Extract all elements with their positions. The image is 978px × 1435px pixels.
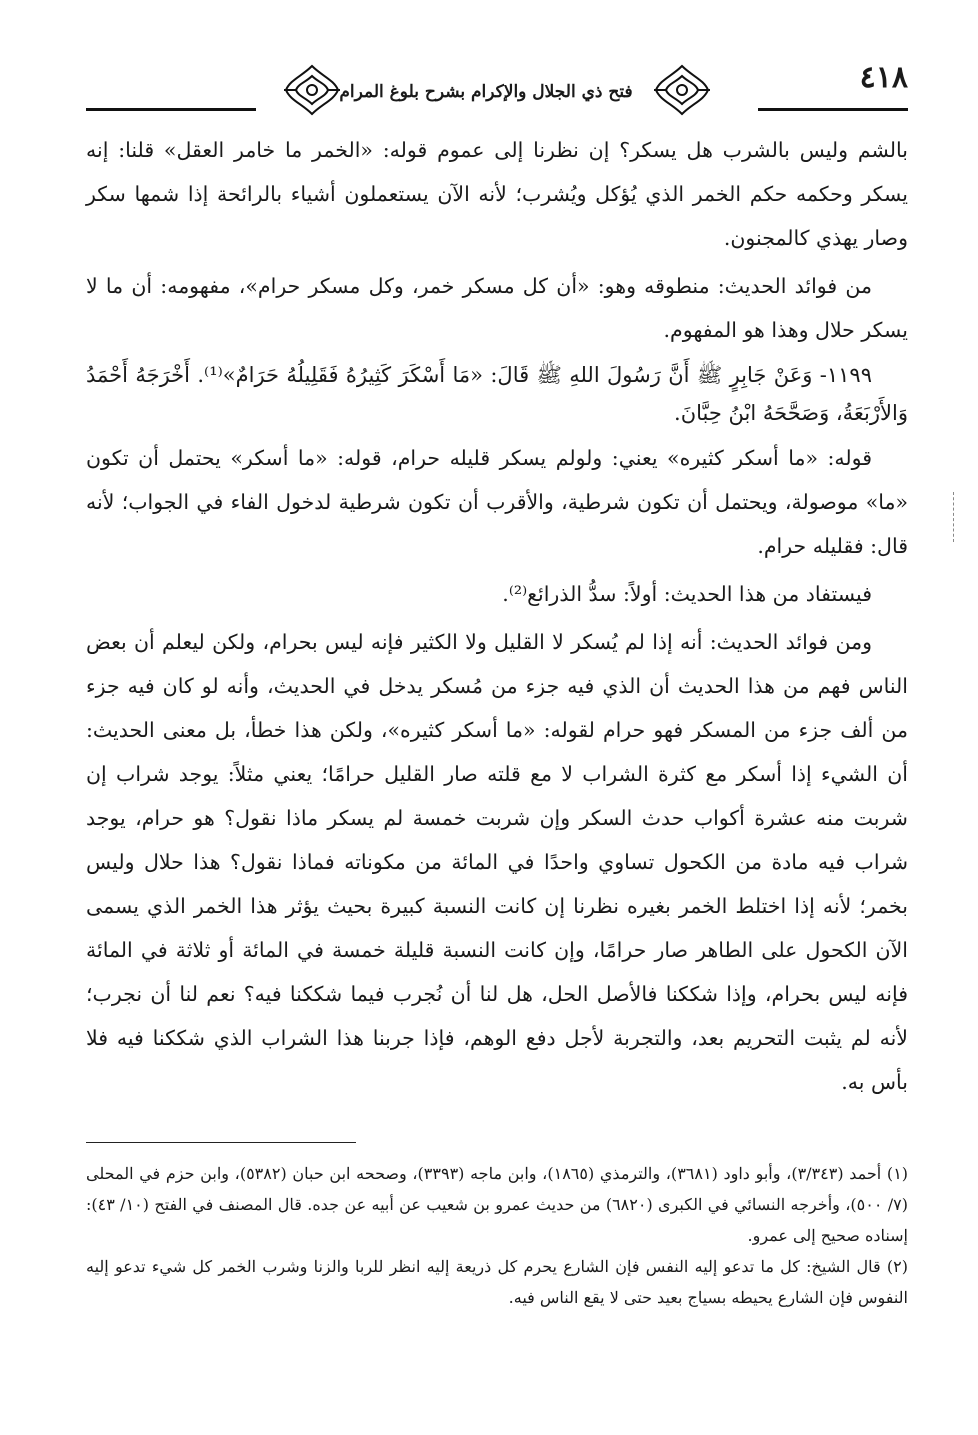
arabesque-ornament-icon (282, 62, 342, 118)
hadith-text: ١١٩٩- وَعَنْ جَابِرٍ ﷺ أَنَّ رَسُولَ اللهِ ﷺ قَالَ: «مَا أَسْكَرَ كَثِيرُهُ فَقَلِيلُهُ حَرَامٌ»⁽¹⁾. أَخْرَجَهُ أَحْمَدُ وَالأَرْبَعَةُ، وَصَحَّحَهُ ابْنُ حِبَّانَ. (86, 363, 908, 425)
footnote-2: (٢) قال الشيخ: كل ما تدعو إليه النفس فإن الشارع يحرم كل ذريعة إليه انظر للربا والزنا وشرب الخمر كل شيء تدعو إليه النفوس فإن الشارع يحيطه بسياج بعيد حتى لا يقع الناس فيه. (86, 1257, 908, 1307)
paragraph: بالشم وليس بالشرب هل يسكر؟ إن نظرنا إلى عموم قوله: «الخمر ما خامر العقل» قلنا: إنه يسكر وحكمه حكم الخمر الذي يُؤكل ويُشرب؛ لأنه الآن يستعملون أشياء بالرائحة إذا شمها سكر وصار يهذي كالمجنون. (86, 138, 908, 250)
footnote-separator (86, 1142, 356, 1143)
book-page (86, 40, 908, 1400)
page-number: ٤١٨ (859, 60, 908, 95)
paragraph: قوله: «ما أسكر كثيره» يعني: ولولم يسكر قليله حرام، قوله: «ما أسكر» يحتمل أن تكون «ما» موصولة، ويحتمل أن تكون شرطية، والأقرب أن تكون شرطية لدخول الفاء في الجواب؛ لأنه قال: فقليله حرام. (86, 446, 908, 558)
footnote-1: (١) أحمد (٣/٣٤٣)، وأبو داود (٣٦٨١)، والترمذي (١٨٦٥)، وابن ماجه (٣٣٩٣)، وصححه ابن حبان (٥٣٨٢)، وابن حزم في المحلى (٧/ ٥٠٠)، وأخرجه النسائي في الكبرى (٦٨٢٠) من حديث عمرو بن شعيب عن أبيه عن جده. قال المصنف في الفتح (١٠/ ٤٣): إسناده صحيح إلى عمرو. (86, 1164, 909, 1245)
arabesque-ornament-icon (652, 62, 712, 118)
header-rule-right (758, 108, 908, 111)
book-title: فتح ذي الجلال والإكرام بشرح بلوغ المرام (339, 82, 633, 102)
paragraph: فيستفاد من هذا الحديث: أولاً: سدُّ الذرائع⁽²⁾. (502, 582, 872, 606)
paragraph: من فوائد الحديث: منطوقه وهو: «أن كل مسكر خمر، وكل مسكر حرام»، مفهومه: أن ما لا يسكر حلال وهذا هو المفهوم. (86, 274, 908, 342)
main-text (86, 128, 908, 1108)
header-rule-left (86, 108, 256, 111)
paragraph: ومن فوائد الحديث: أنه إذا لم يُسكر لا القليل ولا الكثير فإنه ليس بحرام، ولكن ليعلم أن بعض الناس فهم من هذا الحديث أن الذي فيه جزء من مُسكر يدخل في الحديث، وأنه لو كان فيه جزء من ألف جزء من المسكر فهو حرام لقوله: «ما أسكر كثيره»، ولكن هذا خطأ، بل معنى الحديث: أن الشيء إذا أسكر مع كثرة الشراب لا مع قلته صار القليل حرامًا؛ يعني مثلاً: يوجد شراب إن شربت منه عشرة أكواب حدث السكر وإن شربت خمسة لم يسكر ماذا نقول؟ هو حرام، يوجد شراب فيه مادة من الكحول تساوي واحدًا في المائة من مكوناته فماذا نقول؟ هذا حلال وليس بخمر؛ لأنه إذا اختلط الخمر بغيره نظرنا إن كانت النسبة كبيرة بحيث يؤثر هذا الخمر الذي يسمى الآن الكحول على الطاهر صار حرامًا، وإن كانت النسبة قليلة خمسة في المائة أو ثلاثة في المائة فإنه ليس بحرام، وإذا شككنا فالأصل الحل، هل لنا أن نُجرب فيما شككنا فيه؟ نعم لنا أن نجرب؛ لأنه لم يثبت التحريم بعد، والتجربة لأجل دفع الوهم، فإذا جربنا هذا الشراب الذي شككنا فيه فلا بأس به. (86, 630, 908, 1094)
footnotes (86, 1158, 908, 1313)
page-header (86, 58, 908, 128)
margin-mark (953, 492, 954, 542)
